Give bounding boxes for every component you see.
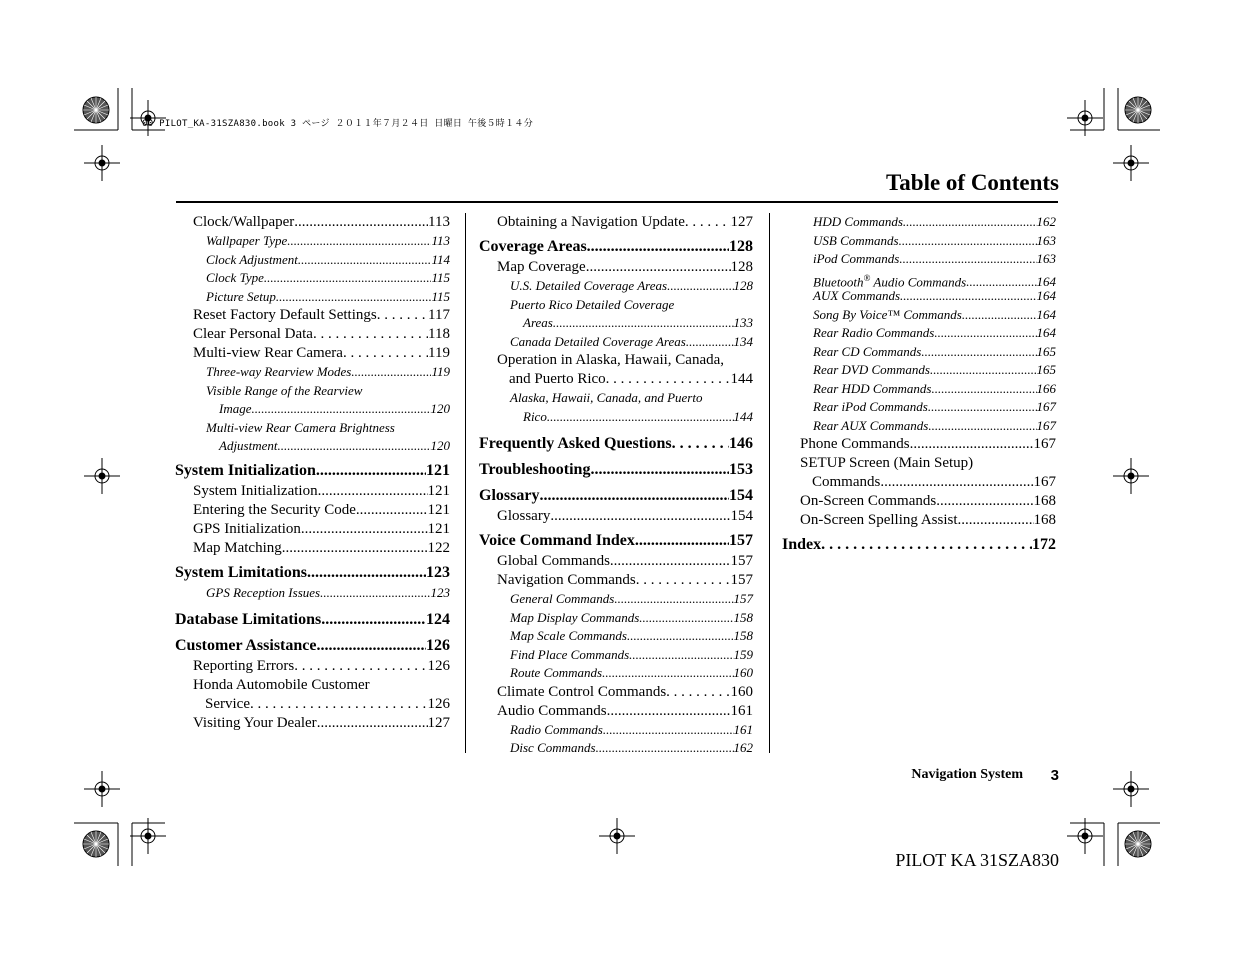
toc-section-heading[interactable]: Glossary ..... 154: [479, 484, 753, 507]
toc-entry[interactable]: Wallpaper Type ..... 113: [175, 232, 450, 251]
toc-entry[interactable]: Phone Commands ..... 167: [782, 435, 1056, 454]
toc-entry[interactable]: Multi-view Rear Camera . . . 119: [175, 344, 450, 363]
toc-entry[interactable]: Obtaining a Navigation Update . . . 127: [479, 213, 753, 232]
toc-entry[interactable]: Reset Factory Default Settings . . . 117: [175, 306, 450, 325]
toc-entry[interactable]: Clock Adjustment ..... 114: [175, 251, 450, 270]
column-divider-1: [465, 213, 466, 753]
toc-entry[interactable]: Service . . . 126: [175, 695, 450, 714]
toc-entry[interactable]: System Initialization ..... 121: [175, 482, 450, 501]
toc-column-2: [479, 213, 753, 758]
toc-entry[interactable]: Rear HDD Commands ..... 166: [782, 380, 1056, 399]
registration-target-top-right: [1067, 100, 1103, 136]
toc-entry[interactable]: Rico ..... 144: [479, 408, 753, 427]
toc-entry[interactable]: Audio Commands ..... 161: [479, 702, 753, 721]
registration-target-left-upper: [84, 145, 120, 181]
toc-entry[interactable]: Visiting Your Dealer ..... 127: [175, 714, 450, 733]
toc-entry[interactable]: Reporting Errors . . . 126: [175, 657, 450, 676]
toc-section-heading[interactable]: System Initialization ..... 121: [175, 459, 450, 482]
page-title: Table of Contents: [886, 170, 1059, 195]
toc-entry[interactable]: Song By Voice™ Commands ..... 164: [782, 306, 1056, 325]
toc-entry-first-line[interactable]: Puerto Rico Detailed Coverage: [510, 296, 675, 312]
page-number: 3: [1050, 767, 1059, 784]
registration-target-right-upper: [1113, 145, 1149, 181]
toc-section-heading[interactable]: Coverage Areas ..... 128: [479, 235, 753, 258]
toc-entry[interactable]: Climate Control Commands . . . 160: [479, 683, 753, 702]
registration-target-right-middle: [1113, 458, 1149, 494]
toc-entry-first-line[interactable]: Operation in Alaska, Hawaii, Canada,: [497, 352, 725, 368]
toc-entry[interactable]: GPS Reception Issues ..... 123: [175, 584, 450, 603]
registration-target-left-lower: [84, 771, 120, 807]
toc-entry[interactable]: Radio Commands ..... 161: [479, 721, 753, 740]
toc-entry[interactable]: Three-way Rearview Modes ..... 119: [175, 363, 450, 382]
toc-entry[interactable]: Disc Commands ..... 162: [479, 739, 753, 758]
toc-section-heading[interactable]: Voice Command Index ..... 157: [479, 529, 753, 552]
toc-entry[interactable]: Glossary ..... 154: [479, 507, 753, 526]
toc-section-heading[interactable]: Database Limitations ..... 124: [175, 608, 450, 631]
toc-entry[interactable]: Navigation Commands . . . 157: [479, 571, 753, 590]
toc-entry[interactable]: Map Scale Commands ..... 158: [479, 627, 753, 646]
toc-entry[interactable]: HDD Commands ..... 162: [782, 213, 1056, 232]
registration-target-bottom-center: [599, 818, 635, 854]
toc-section-heading[interactable]: System Limitations ..... 123: [175, 561, 450, 584]
toc-entry-first-line[interactable]: Multi-view Rear Camera Brightness: [206, 419, 395, 435]
footer-section-label: Navigation System: [911, 767, 1023, 782]
toc-entry[interactable]: Clear Personal Data . . . 118: [175, 325, 450, 344]
toc-column-3: [782, 213, 1056, 556]
toc-entry[interactable]: Areas ..... 133: [479, 314, 753, 333]
toc-entry[interactable]: Canada Detailed Coverage Areas ..... 134: [479, 333, 753, 352]
toc-entry[interactable]: On-Screen Commands ..... 168: [782, 492, 1056, 511]
toc-section-heading[interactable]: Index . . . 172: [782, 533, 1056, 556]
toc-section-heading[interactable]: Customer Assistance ..... 126: [175, 634, 450, 657]
toc-entry[interactable]: USB Commands ..... 163: [782, 232, 1056, 251]
title-rule: [176, 201, 1058, 203]
printer-info-line: 00 PILOT_KA-31SZA830.book 3 ページ ２０１１年７月２４日 日曜日 午後５時１４分: [142, 119, 533, 129]
toc-entry[interactable]: General Commands ..... 157: [479, 590, 753, 609]
registration-target-left-middle: [84, 458, 120, 494]
color-bar-mark-bottom-right: [1125, 831, 1151, 857]
toc-entry-first-line[interactable]: Visible Range of the Rearview: [206, 382, 363, 398]
toc-section-heading[interactable]: Troubleshooting ..... 153: [479, 458, 753, 481]
toc-entry[interactable]: Bluetooth® Audio Commands ..... 164: [782, 269, 1056, 288]
toc-entry[interactable]: GPS Initialization ..... 121: [175, 520, 450, 539]
toc-entry[interactable]: AUX Commands ..... 164: [782, 287, 1056, 306]
toc-entry[interactable]: and Puerto Rico . . . 144: [479, 370, 753, 389]
toc-entry[interactable]: Rear Radio Commands ..... 164: [782, 324, 1056, 343]
toc-entry-first-line[interactable]: Alaska, Hawaii, Canada, and Puerto: [510, 390, 703, 405]
toc-entry[interactable]: Rear CD Commands ..... 165: [782, 343, 1056, 362]
model-code: PILOT KA 31SZA830: [895, 850, 1059, 870]
toc-column-1: [175, 213, 450, 733]
toc-section-heading[interactable]: Frequently Asked Questions . . . 146: [479, 432, 753, 455]
toc-entry[interactable]: Adjustment ..... 120: [175, 437, 450, 456]
toc-entry[interactable]: Commands ..... 167: [782, 473, 1056, 492]
toc-entry[interactable]: On-Screen Spelling Assist ..... 168: [782, 511, 1056, 530]
toc-entry[interactable]: Find Place Commands ..... 159: [479, 646, 753, 665]
toc-entry[interactable]: Image ..... 120: [175, 400, 450, 419]
toc-entry[interactable]: Rear AUX Commands ..... 167: [782, 417, 1056, 436]
registered-mark: ®: [863, 272, 871, 283]
color-bar-mark-top-right: [1125, 97, 1151, 123]
toc-entry[interactable]: Rear iPod Commands ..... 167: [782, 398, 1056, 417]
toc-entry[interactable]: Clock Type ..... 115: [175, 269, 450, 288]
color-bar-mark-bottom-left: [83, 831, 109, 857]
color-bar-mark-top-left: [83, 97, 109, 123]
toc-entry[interactable]: Picture Setup ..... 115: [175, 288, 450, 307]
toc-entry[interactable]: Route Commands ..... 160: [479, 664, 753, 683]
registration-target-right-lower: [1113, 771, 1149, 807]
toc-entry[interactable]: U.S. Detailed Coverage Areas ..... 128: [479, 277, 753, 296]
toc-entry[interactable]: Rear DVD Commands ..... 165: [782, 361, 1056, 380]
toc-entry[interactable]: Global Commands ..... 157: [479, 552, 753, 571]
column-divider-2: [769, 213, 770, 753]
toc-entry[interactable]: Entering the Security Code ..... 121: [175, 501, 450, 520]
toc-entry[interactable]: Clock/Wallpaper ..... 113: [175, 213, 450, 232]
toc-entry[interactable]: iPod Commands ..... 163: [782, 250, 1056, 269]
toc-entry[interactable]: Map Coverage ..... 128: [479, 258, 753, 277]
toc-entry[interactable]: Map Matching ..... 122: [175, 539, 450, 558]
toc-entry-first-line[interactable]: SETUP Screen (Main Setup): [800, 455, 974, 471]
toc-entry[interactable]: Map Display Commands ..... 158: [479, 609, 753, 628]
toc-entry-first-line[interactable]: Honda Automobile Customer: [193, 677, 370, 693]
